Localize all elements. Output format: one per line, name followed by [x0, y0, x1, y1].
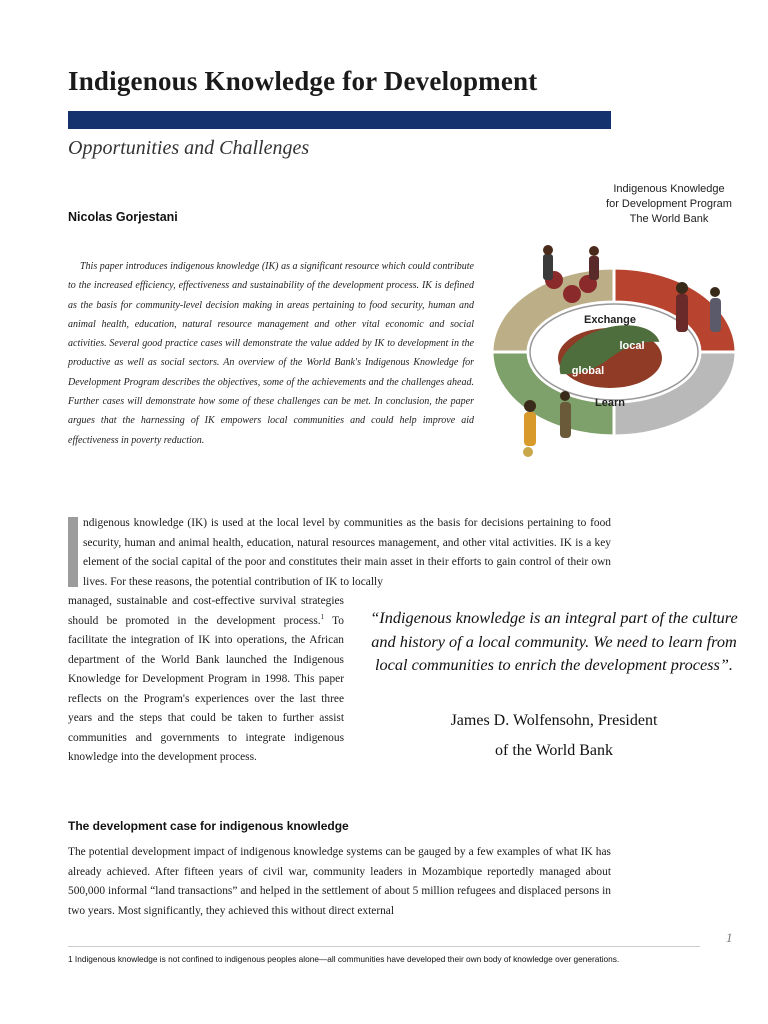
title-bar: [68, 111, 611, 129]
author-name: Nicolas Gorjestani: [68, 210, 178, 224]
diagram-label-global: global: [571, 365, 605, 377]
diagram-label-local: local: [619, 340, 645, 352]
exchange-learn-diagram: [488, 236, 740, 468]
pull-quote: “Indigenous knowledge is an integral part of the culture and history of a local community. We need to learn from local communities to enrich the development process”.: [370, 608, 738, 674]
diagram-label-learn: Learn: [595, 397, 625, 409]
intro-text-part-1: managed, sustainable and cost-effective survival strategies should be promoted in the development process.: [68, 595, 344, 627]
section-paragraph: The potential development impact of indigenous knowledge systems can be gauged by a few examples of what IK has already achieved. After fifteen years of civil war, community leaders in Mozambique reportedly managed about 500,000 informal “land transactions” and helped in the settlement of about 5 million refugees and displaced persons in two years. Most significantly, they achieved this without direct external: [68, 846, 611, 917]
footnote: 1 Indigenous knowledge is not confined to indigenous peoples alone—all communities have developed their own body of knowledge over generations.: [68, 954, 620, 964]
intro-paragraph-left: [68, 592, 344, 768]
attribution-line-1: James D. Wolfensohn, President: [450, 712, 658, 729]
quote-attribution: [368, 706, 740, 766]
section-heading: The development case for indigenous knowledge: [68, 819, 349, 833]
footnote-marker: 1: [320, 612, 325, 621]
abstract: This paper introduces indigenous knowledge (IK) as a significant resource which could contribute to the increased efficiency, effectiveness and sustainability of the development process. IK is defined as the basis for community-level decision making in areas pertaining to food security, human and animal health, education, natural resource management and other vital economic and social activities. Several good practice cases will demonstrate the value added by IK to development in the productive as well as social sectors. An overview of the World Bank's Indigenous Knowledge for Development Program describes the objectives, some of the achievements and the challenges ahead. Further cases will demonstrate how some of these challenges can be met. In conclusion, the paper argues that the harnessing of IK empowers local communities and could help improve aid effectiveness in poverty reduction.: [68, 261, 474, 446]
document-title: Indigenous Knowledge for Development: [68, 66, 538, 96]
intro-paragraph-top: ndigenous knowledge (IK) is used at the local level by communities as the basis for decisions pertaining to food security, human and animal health, education, natural resources management, and other vital activities. IK is a key element of the social capital of the poor and constitutes their main asset in their efforts to gain control of their own lives. For these reasons, the potential contribution of IK to locally: [83, 517, 611, 588]
program-line-2: for Development Program: [606, 198, 732, 210]
program-line-1: Indigenous Knowledge: [613, 183, 725, 195]
footnote-divider: [68, 946, 700, 947]
program-line-3: The World Bank: [629, 213, 709, 225]
page-number: 1: [726, 930, 733, 945]
diagram-label-exchange: Exchange: [584, 314, 636, 326]
attribution-line-2: of the World Bank: [495, 742, 613, 759]
program-label: [598, 182, 740, 227]
document-subtitle: Opportunities and Challenges: [68, 137, 310, 159]
intro-text-part-2: To facilitate the integration of IK into operations, the African department of the World Bank launched the Indigenous Knowledge for Development Program in 1998. This paper reflects on the Program's experiences over the last three years and the steps that could be taken to further assist communities and governments to integrate indigenous knowledge into the development process.: [68, 614, 344, 763]
drop-cap-initial: [68, 517, 78, 587]
